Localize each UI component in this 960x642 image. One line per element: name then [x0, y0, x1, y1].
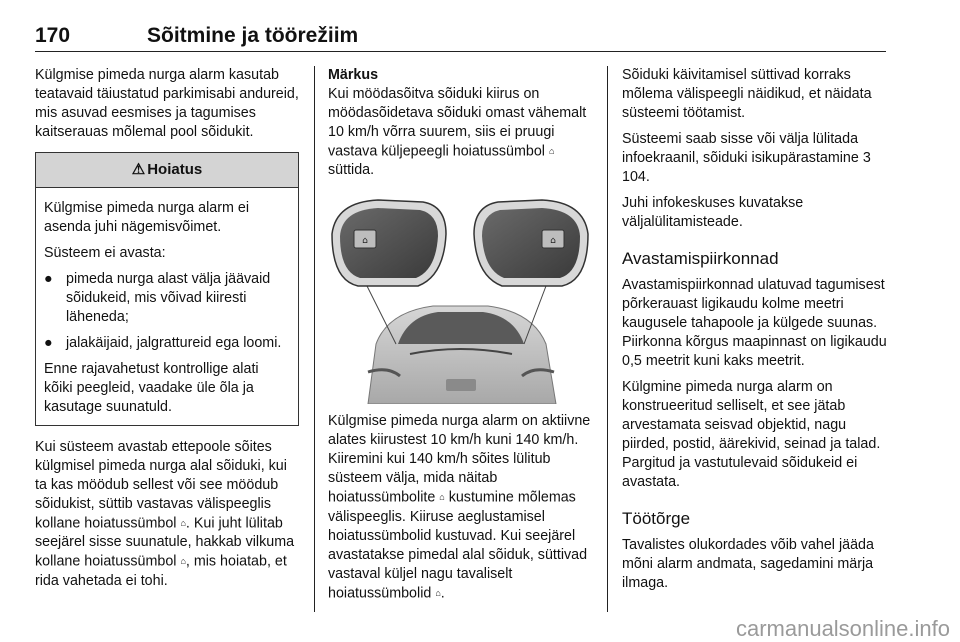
warning-box — [35, 152, 299, 426]
warning-paragraph: Külgmise pimeda nurga alarm ei asenda juhi nägemisvõimet. — [44, 200, 250, 235]
svg-text:⌂: ⌂ — [362, 236, 368, 247]
column-3 — [622, 66, 888, 600]
page-number: 170 — [35, 24, 71, 47]
section-heading: Töötõrge — [622, 509, 691, 528]
svg-text:⌂: ⌂ — [550, 236, 556, 247]
body-paragraph: Sõiduki käivitamisel süttivad korraks mõlema välispeegli näidikud, et näidata süsteemi töötamist. — [622, 67, 872, 121]
page-reference-link[interactable]: 3 104. — [622, 150, 871, 185]
bullet-icon: ● — [44, 271, 53, 287]
page-header — [35, 22, 885, 52]
warning-list — [44, 270, 290, 353]
warning-paragraph: Enne rajavahetust kontrollige alati kõiki peegleid, vaadake üle õla ja kasutage suunatuld. — [44, 361, 259, 415]
blind-spot-symbol-icon: ⌂ — [435, 587, 441, 598]
intro-paragraph: Külgmise pimeda nurga alarm kasutab teatavaid täiustatud parkimisabi andureid, mis asuvad eesmises ja tagumises kaitserauas mõlemal pool sõidukit. — [35, 67, 299, 140]
body-paragraph: Külgmine pimeda nurga alarm on konstrueeritud selliselt, et see jätab arvestamata seisvad objektid, nagu piirded, postid, äärekivid, seinad ja talad. Pargitud ja vastutulevaid sõidukeid ei avastata. — [622, 379, 881, 490]
body-paragraph: Avastamispiirkonnad ulatuvad tagumisest põrkerauast ligikaudu kolme meetri kaugusele tahapoole ja külgede suunas. Piirkonna kõrgus maapinnast on ligikaudu 0,5 meetrit kuni kaks meetrit. — [622, 277, 887, 369]
warning-body — [36, 188, 298, 425]
bullet-icon: ● — [44, 335, 53, 351]
warning-header — [36, 153, 298, 188]
column-divider — [314, 66, 315, 612]
page-title: Sõitmine ja töörežiim — [147, 24, 359, 47]
body-paragraph: Tavalistes olukordades võib vahel jääda mõni alarm andmata, sagedamini märja ilmaga. — [622, 537, 874, 591]
body-paragraph: Süsteemi saab sisse või välja lülitada infoekraanil, sõiduki isikupärastamine 3 104. — [622, 131, 871, 185]
blind-spot-symbol-icon: ⌂ — [439, 492, 445, 503]
column-divider — [607, 66, 608, 612]
list-item: ● pimeda nurga alast välja jäävaid sõidukeid, mis võivad kiiresti läheneda; — [44, 271, 271, 325]
blind-spot-symbol-icon: ⌂ — [548, 146, 555, 156]
header-rule — [35, 51, 886, 52]
body-paragraph: Juhi infokeskuses kuvatakse väljalülitamisteade. — [622, 195, 804, 230]
blind-spot-symbol-icon: ⌂ — [180, 556, 186, 567]
body-paragraph: Kui süsteem avastab ettepoole sõites külgmisel pimeda nurga alal sõiduki, kui ta kas möödub sellest või see möödub sõidukist, süttib vastavas välispeeglis kollane hoiatussümbol ⌂. Kui juht lülitab seejärel sisse suunatule, hakkab vilkuma kollane hoiatussümbol ⌂, mis hoiatab, et rida vahetada ei tohi. — [35, 439, 295, 589]
note-title: Märkus — [328, 67, 379, 83]
warning-triangle-icon: ⚠ — [131, 161, 146, 178]
mirrors-and-car-image — [328, 194, 592, 404]
section-heading: Avastamispiirkonnad — [622, 249, 779, 268]
column-2 — [328, 66, 592, 610]
watermark: carmanualsonline.info — [735, 616, 950, 641]
body-paragraph: Külgmise pimeda nurga alarm on aktiivne alates kiirustest 10 km/h kuni 140 km/h. Kiiremini kui 140 km/h sõites lülitub süsteem välja, mida näitab hoiatussümbolite ⌂ kustumine mõlemas välispeeglis. Kiiruse aeglustamisel hoiatussümbolid kustuvad. Kui seejärel avastatakse pimedal alal sõiduk, süttivad vastaval küljel nagu tavaliselt hoiatussümbolid ⌂. — [328, 413, 591, 601]
warning-title: Hoiatus — [147, 161, 203, 178]
blind-spot-symbol-icon: ⌂ — [180, 518, 186, 528]
mirror-illustration — [328, 194, 592, 404]
warning-paragraph: Süsteem ei avasta: — [44, 245, 166, 261]
note-paragraph: Kui möödasõitva sõiduki kiirus on möödasõidetava sõiduki omast vähemalt 10 km/h võrra suurem, siis ei pruugi vastava küljepeegli hoiatussümbol ⌂ süttida. — [328, 86, 587, 179]
column-1 — [35, 66, 299, 598]
list-item: ● jalakäijaid, jalgrattureid ega loomi. — [44, 335, 282, 351]
